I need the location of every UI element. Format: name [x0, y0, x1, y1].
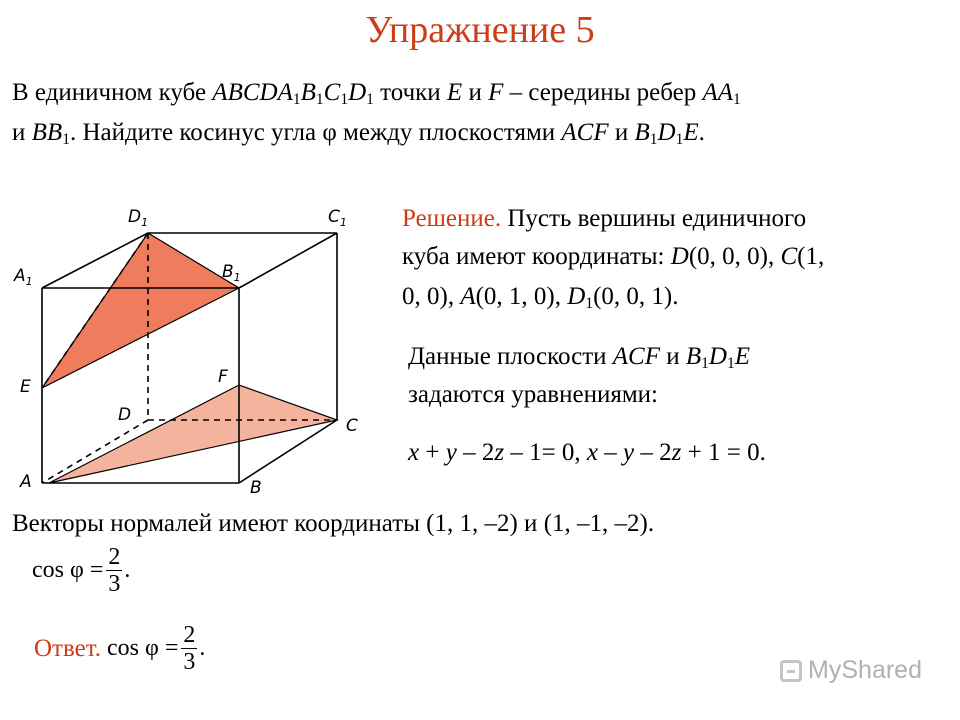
text: и: [12, 119, 32, 146]
subscript: 1: [675, 130, 684, 148]
text: –: [598, 439, 624, 466]
text: (0, 1, 0),: [475, 283, 568, 310]
logo-text: MyShared: [808, 656, 922, 684]
subscript: 1: [733, 90, 741, 108]
myshared-logo-icon: [780, 660, 802, 682]
label-f: F: [218, 367, 228, 387]
text: – 2: [634, 439, 672, 466]
text: и: [462, 79, 489, 106]
text: и: [608, 119, 635, 146]
var: z: [671, 439, 682, 466]
subscript: 1: [340, 90, 349, 108]
label-a1: $A_1$: [14, 266, 33, 288]
cube-name: C: [323, 79, 341, 106]
formula-lhs: cos φ =: [32, 557, 104, 583]
subscript: 1: [726, 354, 735, 372]
planes-line-1: [408, 340, 750, 374]
label-b1: $B_1$: [222, 262, 241, 284]
formula-tail: .: [124, 557, 131, 583]
var: y: [445, 439, 457, 466]
problem-line-1: [12, 76, 741, 110]
plane-b1d1e: E: [734, 343, 751, 370]
page-title: Упражнение 5: [365, 9, 595, 51]
formula-lhs: cos φ =: [107, 635, 179, 661]
subscript: 1: [366, 90, 374, 108]
upper-plane-b1d1e: [42, 233, 239, 388]
plane-b1d1e: E: [683, 119, 699, 146]
text: Пусть вершины единичного: [501, 205, 807, 232]
fraction: [106, 544, 122, 597]
cube-name: ABCDA: [212, 79, 293, 106]
edge-aa1: AA: [702, 79, 734, 106]
text: (0, 0, 1).: [593, 283, 679, 310]
text: . Найдите косинус угла φ между плоскостями: [69, 119, 562, 146]
subscript: 1: [649, 130, 658, 148]
subscript: 1: [315, 90, 324, 108]
text: + 1 = 0.: [681, 439, 766, 466]
point-d: D: [670, 243, 689, 270]
planes-line-2: задаются уравнениями:: [408, 381, 658, 408]
solution-line-3: [402, 280, 678, 314]
text: В единичном кубе: [12, 79, 213, 106]
point-f: F: [488, 79, 504, 106]
fraction-numerator: 2: [108, 544, 121, 570]
plane-equations: [408, 436, 766, 470]
plane-b1d1e: B: [685, 343, 702, 370]
plane-b1d1e: D: [708, 343, 727, 370]
plane-acf: ACF: [612, 343, 660, 370]
problem-line-2: [12, 116, 705, 150]
cos-formula: [32, 544, 130, 597]
text: 0, 0),: [402, 283, 461, 310]
text: .: [698, 119, 705, 146]
fraction: [181, 622, 197, 675]
var: z: [494, 439, 505, 466]
solution-line-2: [402, 240, 824, 274]
fraction-numerator: 2: [183, 622, 196, 648]
edge-b1-c1: [239, 233, 337, 288]
edge-bb1: BB: [31, 119, 63, 146]
var: x: [586, 439, 599, 466]
label-c: C: [346, 416, 358, 436]
text: – 1= 0,: [504, 439, 587, 466]
cube-figure: [10, 195, 370, 495]
cube-name: D: [348, 79, 367, 106]
label-c1: $C_1$: [328, 207, 347, 229]
answer: [34, 622, 205, 675]
point-e: E: [446, 79, 463, 106]
lower-plane-acf: [49, 385, 337, 483]
solution-line-1: [402, 202, 806, 236]
myshared-logo: [780, 656, 922, 685]
plane-acf: ACF: [561, 119, 609, 146]
label-a: A: [20, 472, 32, 492]
subscript: 1: [292, 90, 301, 108]
subscript: 1: [701, 354, 709, 372]
var: x: [408, 439, 420, 466]
normals-line: Векторы нормалей имеют координаты (1, 1, –2) и (1, –1, –2).: [12, 510, 655, 537]
text: (1,: [797, 243, 825, 270]
text: Данные плоскости: [408, 343, 613, 370]
point-d1: D: [567, 283, 586, 310]
plane-b1d1e: B: [634, 119, 650, 146]
fraction-denominator: 3: [183, 649, 196, 675]
text: (0, 0, 0),: [688, 243, 781, 270]
label-d: D: [118, 405, 132, 425]
formula-tail: .: [199, 635, 206, 661]
answer-label: Ответ.: [34, 634, 102, 662]
text: куба имеют координаты:: [402, 243, 671, 270]
text: – середины ребер: [503, 79, 703, 106]
label-e: E: [20, 377, 31, 397]
text: – 2: [456, 439, 495, 466]
point-a: A: [460, 283, 476, 310]
label-b: B: [250, 478, 262, 495]
text: +: [419, 439, 446, 466]
subscript: 1: [585, 294, 594, 312]
solution-label: Решение.: [402, 205, 502, 232]
text: точки: [373, 79, 447, 106]
label-d1: $D_1$: [128, 207, 149, 229]
fraction-denominator: 3: [108, 571, 121, 597]
plane-b1d1e: D: [657, 119, 676, 146]
text: и: [660, 343, 686, 370]
cube-name: B: [300, 79, 316, 106]
var: y: [623, 439, 635, 466]
subscript: 1: [62, 130, 70, 148]
point-c: C: [780, 243, 798, 270]
